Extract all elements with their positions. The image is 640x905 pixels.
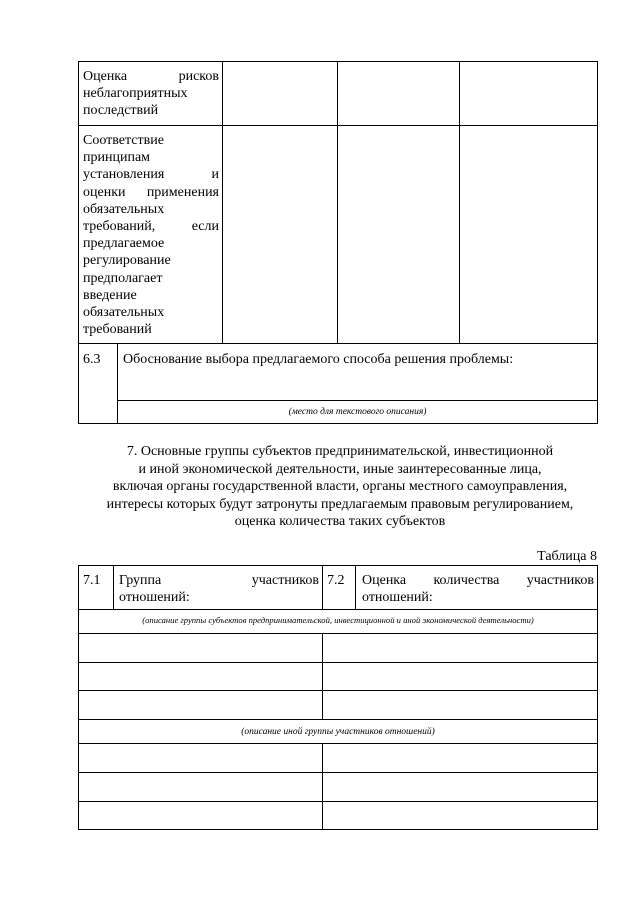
col-divider [222,61,223,343]
row-number-6-3: 6.3 [83,352,101,367]
col-number-7-1: 7.1 [83,573,101,588]
col-divider [459,61,460,343]
row-divider [117,400,598,401]
row-divider [78,801,598,802]
section-7-heading: 7. Основные группы субъектов предпринимательской, инвестиционной и иной экономической деятельности, иные заинтересованные лица, включая органы государственной власти, органы местного самоуправления, интересы которых будут затронуты предлагаемым правовым регулированием, оценка количества таких субъектов [106,444,574,529]
row-divider [78,662,598,663]
col-divider [337,61,338,343]
col-divider [113,565,114,609]
table-8-label: Таблица 8 [537,549,597,564]
row-divider [78,772,598,773]
col-divider [322,743,323,830]
row-divider [78,743,598,744]
col-number-7-2: 7.2 [327,573,345,588]
compliance-label: Соответствие принципам установления и оценки применения обязательных требований, если предлагаемое регулирование предполагает введение обязательных требований [83,133,219,338]
row-divider [78,125,598,126]
row-divider [78,690,598,691]
other-group-description-note: (описание иной группы участников отношений) [241,727,435,737]
row-divider [78,719,598,720]
row-divider [78,633,598,634]
business-group-description-note: (описание группы субъектов предпринимательской, инвестиционной и иной экономической деятельности) [142,615,534,625]
col-divider [355,565,356,609]
col-divider [322,633,323,719]
col-divider [322,565,323,609]
row-divider [78,609,598,610]
justification-label: Обоснование выбора предлагаемого способа решения проблемы: [123,352,514,367]
risk-assessment-label: Оценка рисков неблагоприятных последствий [83,69,219,118]
participant-count-header: Оценка количества участников отношений: [362,573,594,605]
row-divider [78,343,598,344]
text-description-placeholder: (место для текстового описания) [288,407,427,417]
participant-group-header: Группа участников отношений: [119,573,319,605]
